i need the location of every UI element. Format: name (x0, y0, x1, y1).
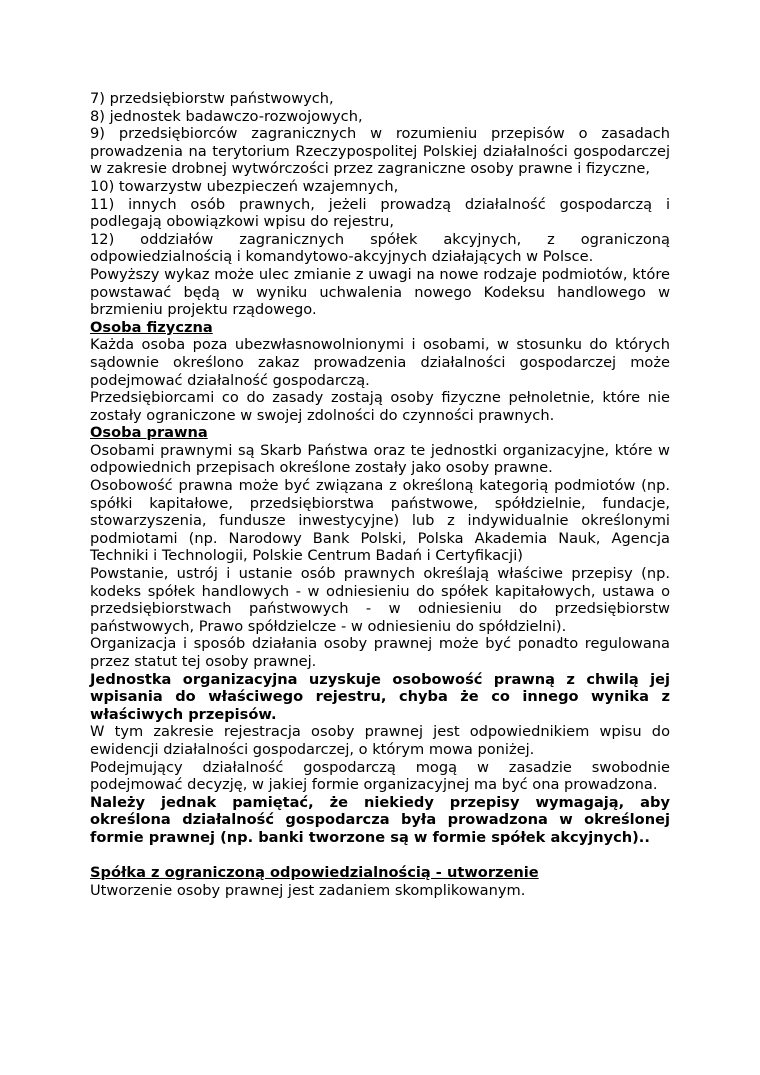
intro-note: Powyższy wykaz może ulec zmianie z uwagi na nowe rodzaje podmiotów, które powstawać będą w wyniku uchwalenia nowego Kodeksu handlowego w brzmieniu projektu rządowego. (90, 265, 670, 319)
list-item: 11) innych osób prawnych, jeżeli prowadzą działalność gospodarczą i podlegają obowiązkowi wpisu do rejestru, (90, 195, 670, 231)
paragraph: Każda osoba poza ubezwłasnowolnionymi i osobami, w stosunku do których sądownie określono zakaz prowadzenia działalności gospodarczej może podejmować działalność gospodarczą. (90, 336, 670, 389)
list-item: 7) przedsiębiorstw państwowych, (90, 90, 334, 107)
list-item: 12) oddziałów zagranicznych spółek akcyjnych, z ograniczoną odpowiedzialnością i komandytowo-akcyjnych działających w Polsce. (90, 230, 670, 266)
list-item: 10) towarzystw ubezpieczeń wzajemnych, (90, 177, 399, 195)
spacer (90, 847, 670, 865)
paragraph: Utworzenie osoby prawnej jest zadaniem skomplikowanym. (90, 881, 526, 899)
list-item: 8) jednostek badawczo-rozwojowych, (90, 107, 363, 125)
paragraph: W tym zakresie rejestracja osoby prawnej jest odpowiednikiem wpisu do ewidencji działalności gospodarczej, o którym mowa poniżej. (90, 723, 670, 758)
heading-osoba-prawna: Osoba prawna (90, 424, 208, 442)
heading-osoba-fizyczna: Osoba fizyczna (90, 318, 213, 336)
paragraph: Osobami prawnymi są Skarb Państwa oraz te jednostki organizacyjne, które w odpowiednich przepisach określone zostały jako osoby prawne. (90, 441, 670, 477)
paragraph: Powstanie, ustrój i ustanie osób prawnych określają właściwe przepisy (np. kodeks spółek handlowych - w odniesieniu do spółek kapitałowych, ustawa o przedsiębiorstwach państwowych - w odniesieniu do przedsiębiorstw państwowych, Prawo spółdzielcze - w odniesieniu do spółdzielni). (90, 565, 670, 635)
paragraph: Przedsiębiorcami co do zasady zostają osoby fizyczne pełnoletnie, które nie zostały ograniczone w swojej zdolności do czynności prawnych. (90, 389, 670, 424)
paragraph: Podejmujący działalność gospodarczą mogą w zasadzie swobodnie podejmować decyzję, w jakiej formie organizacyjnej ma być ona prowadzona. (90, 758, 670, 794)
bold-paragraph: Jednostka organizacyjna uzyskuje osobowość prawną z chwilą jej wpisania do właściwego rejestru, chyba że co innego wynika z właściwych przepisów. (90, 670, 670, 723)
bold-paragraph: Należy jednak pamiętać, że niekiedy przepisy wymagają, aby określona działalność gospodarcza była prowadzona w określonej formie prawnej (np. banki tworzone są w formie spółek akcyjnych).. (90, 793, 670, 846)
paragraph: Organizacja i sposób działania osoby prawnej może być ponadto regulowana przez statut tej osoby prawnej. (90, 635, 670, 670)
heading-spolka-zoo: Spółka z ograniczoną odpowiedzialnością - utworzenie (90, 864, 539, 882)
document-page (90, 90, 670, 899)
paragraph: Osobowość prawna może być związana z określoną kategorią podmiotów (np. spółki kapitałowe, przedsiębiorstwa państwowe, spółdzielnie, fundacje, stowarzyszenia, fundusze inwestycyjne) lub z indywidualnie określonymi podmiotami (np. Narodowy Bank Polski, Polska Akademia Nauk, Agencja Techniki i Technologii, Polskie Centrum Badań i Certyfikacji) (90, 477, 670, 565)
list-item: 9) przedsiębiorców zagranicznych w rozumieniu przepisów o zasadach prowadzenia na terytorium Rzeczypospolitej Polskiej działalności gospodarczej w zakresie drobnej wytwórczości przez zagraniczne osoby prawne i fizyczne, (90, 125, 670, 178)
